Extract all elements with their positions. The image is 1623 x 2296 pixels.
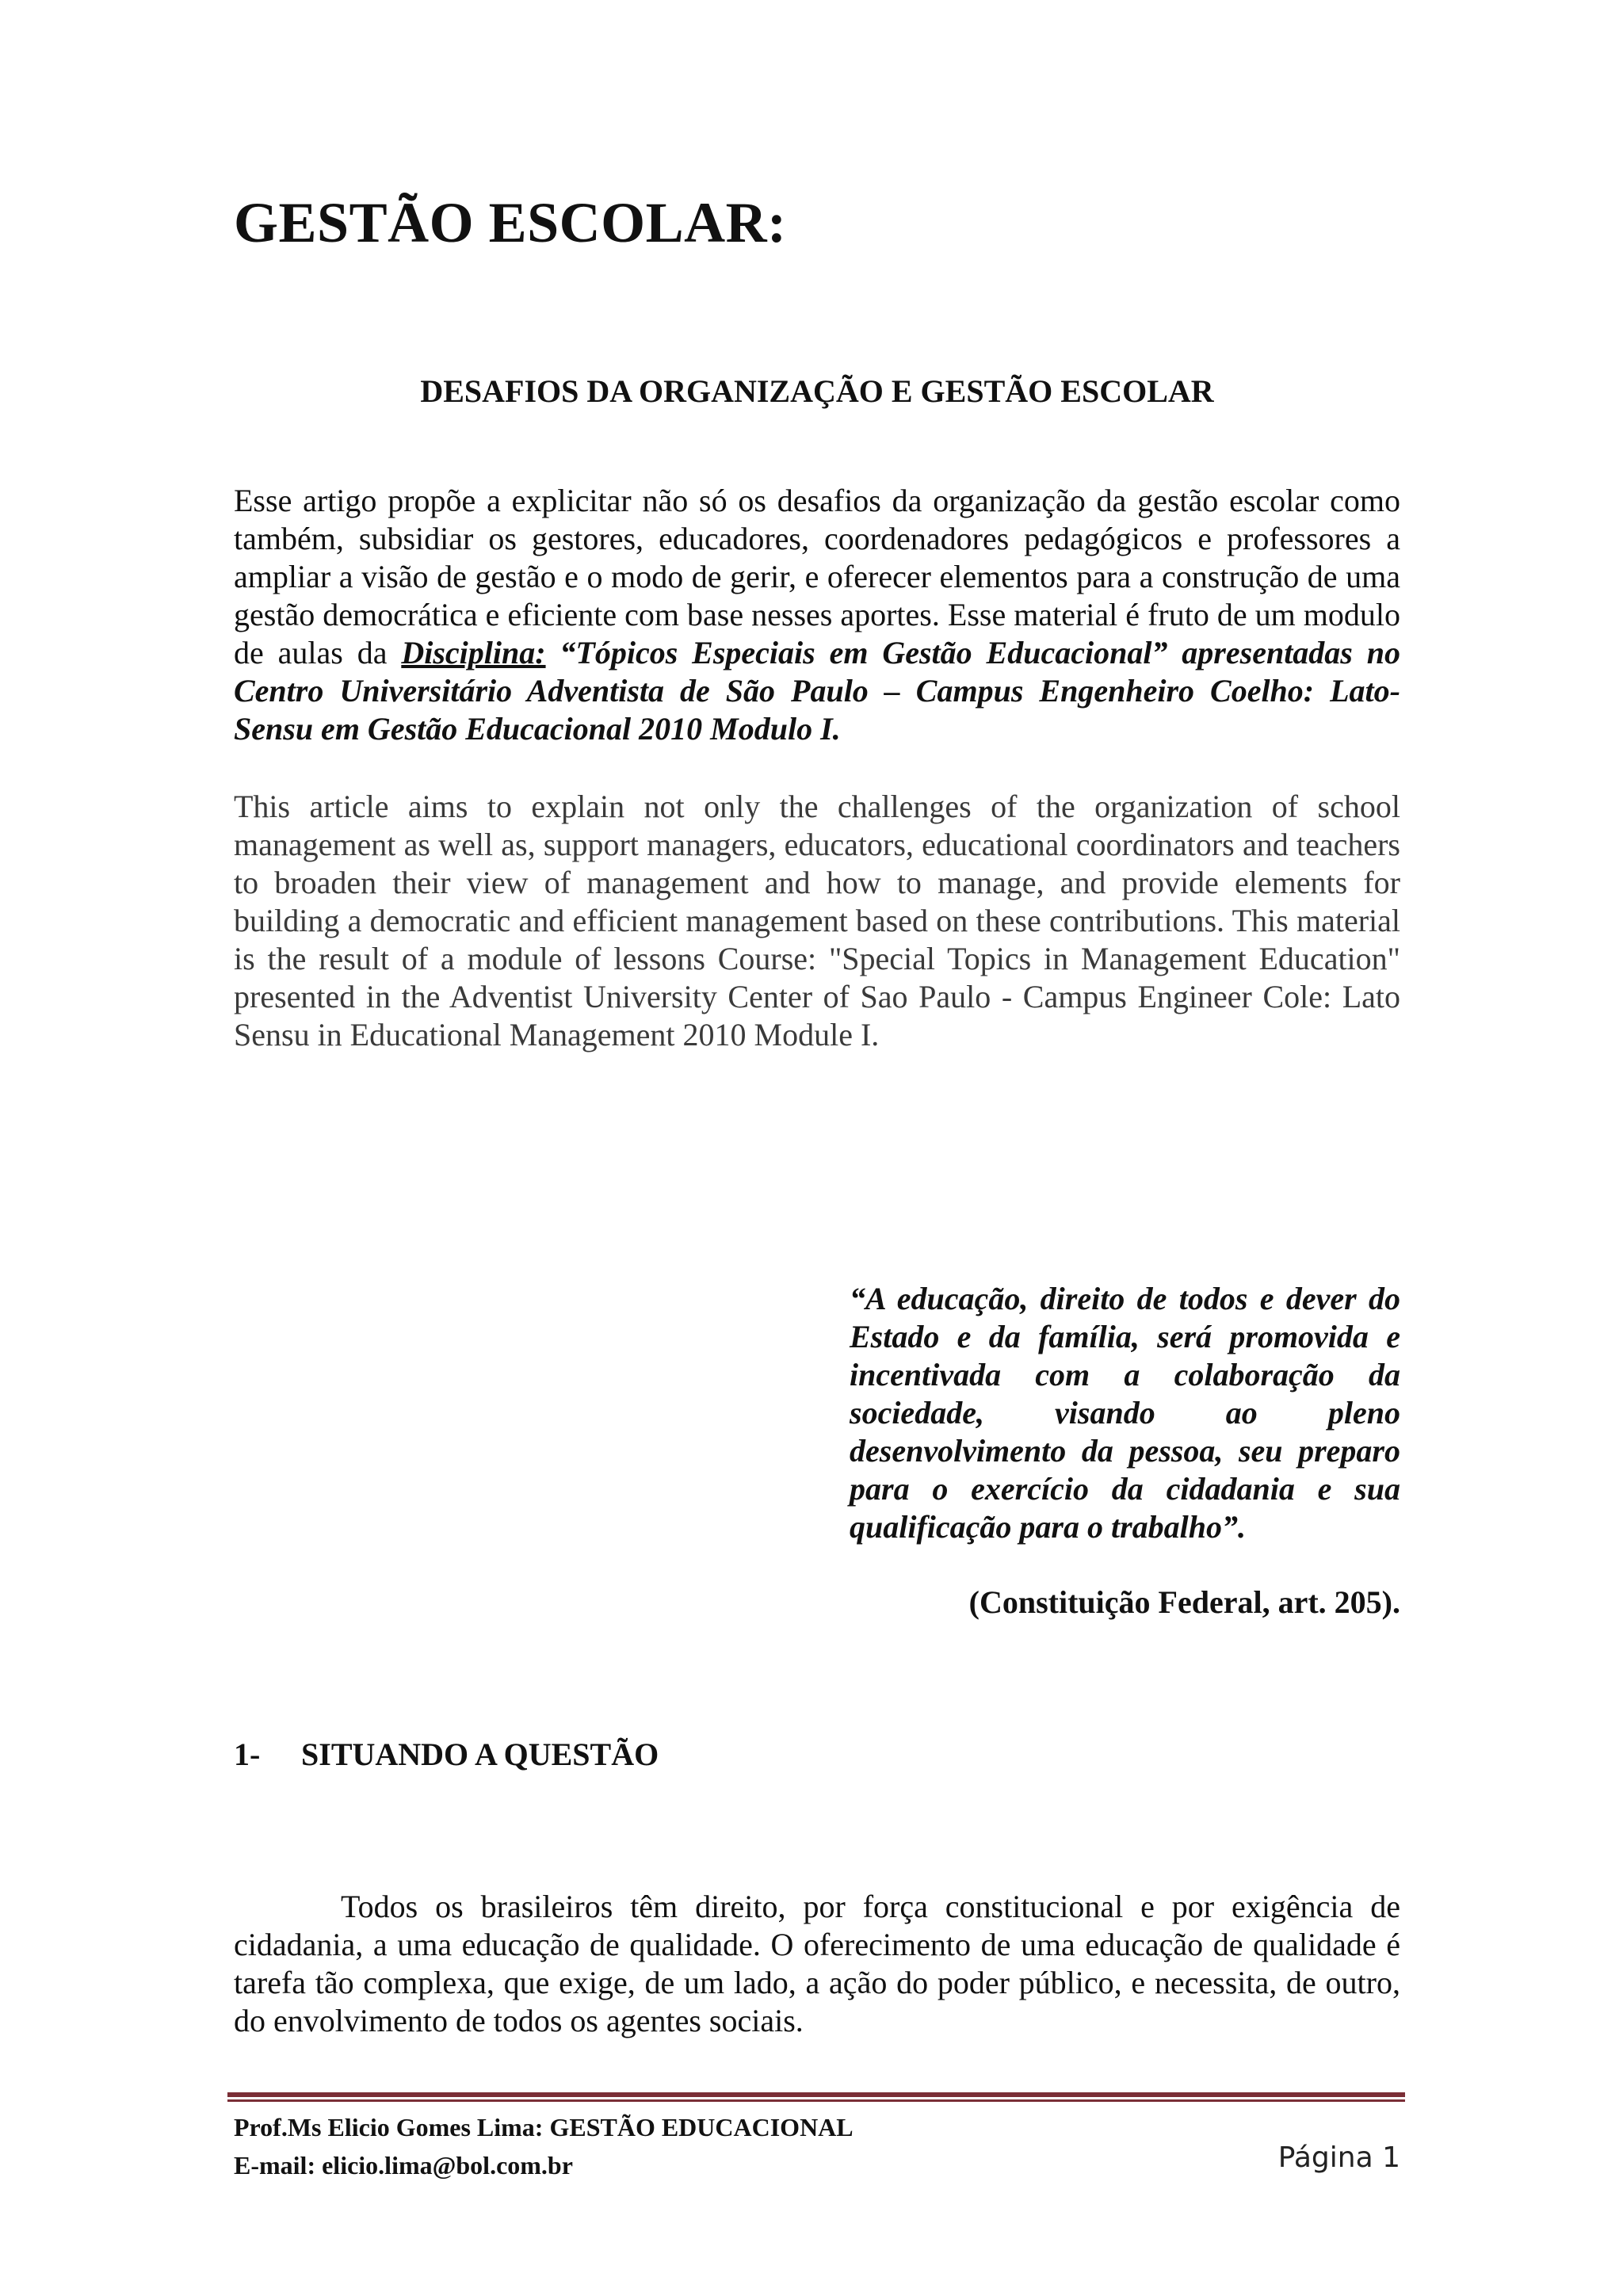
epigraph-quote: “A educação, direito de todos e dever do Estado e da família, será promovida e incentivada com a colaboração da sociedade, visando ao pleno desenvolvimento da pessoa, seu preparo para o exercício da cidadania e sua qualificação para o trabalho”. xyxy=(850,1281,1400,1545)
abstract-pt-text: Esse artigo propõe a explicitar não só os desafios da organização da gestão escolar como também, subsidiar os gestores, educadores, coordenadores pedagógicos e professores a ampliar a visão de gestão e o modo de gerir, e oferecer elementos para a construção de uma gestão democrática e eficiente com base nesses aportes. Esse material é fruto de um modulo de aulas da xyxy=(234,483,1400,670)
epigraph-source: (Constituição Federal, art. 205). xyxy=(968,1584,1400,1620)
document-title: GESTÃO ESCOLAR: xyxy=(234,191,787,254)
section-heading xyxy=(234,1736,659,1773)
footer-email: E-mail: elicio.lima@bol.com.br xyxy=(234,2151,573,2179)
abstract-portuguese xyxy=(234,482,1400,748)
discipline-text: “Tópicos Especiais em Gestão Educacional” apresentadas no Centro Universitário Adventista de São Paulo – Campus Engenheiro Coelho: Lato-Sensu em Gestão Educacional 2010 Modulo I. xyxy=(234,635,1400,747)
footer-author: Prof.Ms Elicio Gomes Lima: GESTÃO EDUCACIONAL xyxy=(234,2113,854,2141)
document-subtitle: DESAFIOS DA ORGANIZAÇÃO E GESTÃO ESCOLAR xyxy=(420,373,1214,409)
section-paragraph: Todos os brasileiros têm direito, por força constitucional e por exigência de cidadania, a uma educação de qualidade. O oferecimento de uma educação de qualidade é tarefa tão complexa, que exige, de um lado, a ação do poder público, e necessita, de outro, do envolvimento de todos os agentes sociais. xyxy=(234,1889,1400,2038)
footer-divider-thin xyxy=(227,2099,1405,2102)
page-number: Página 1 xyxy=(1277,2141,1400,2174)
footer-divider xyxy=(227,2092,1405,2102)
abstract-english: This article aims to explain not only the challenges of the organization of school management as well as, support managers, educators, educational coordinators and teachers to broaden their view of management and how to manage, and provide elements for building a democratic and efficient management based on these contributions. This material is the result of a module of lessons Course: "Special Topics in Management Education" presented in the Adventist University Center of Sao Paulo - Campus Engineer Cole: Lato Sensu in Educational Management 2010 Module I. xyxy=(234,789,1400,1052)
section-title: SITUANDO A QUESTÃO xyxy=(301,1736,659,1772)
section-number: 1- xyxy=(234,1736,261,1772)
discipline-label: Disciplina: xyxy=(401,635,546,670)
